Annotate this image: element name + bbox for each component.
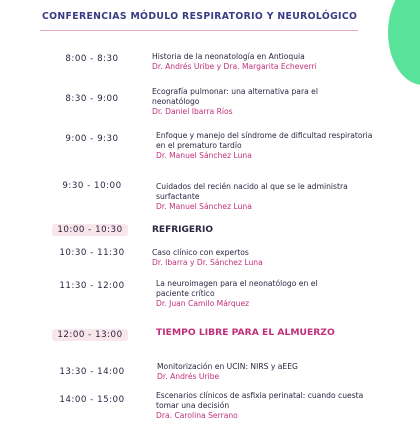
break-label: TIEMPO LIBRE PARA EL ALMUERZO [156, 327, 335, 338]
talk-speaker: Dr. Ibarra y Dr. Sánchez Luna [152, 258, 263, 267]
time-slot: 10:30 - 11:30 [59, 248, 125, 258]
title-divider [40, 30, 358, 31]
talk-title: Enfoque y manejo del síndrome de dificultad respiratoria en el prematuro tardío [156, 131, 373, 150]
talk-title: Escenarios clínicos de asfixia perinatal: cuando cuesta tomar una decisión [156, 391, 364, 410]
talk-title: Ecografía pulmonar: una alternativa para el neonatólogo [152, 87, 318, 106]
talk-speaker: Dr. Manuel Sánchez Luna [156, 151, 252, 160]
time-slot: 8:30 - 9:00 [65, 94, 119, 104]
decorative-green-blob [388, 0, 420, 85]
talk-title: Monitorización en UCIN: NIRS y aEEG [157, 362, 298, 371]
talk-speaker: Dr. Juan Camilo Márquez [156, 299, 250, 308]
talk-speaker: Dr. Daniel Ibarra Ríos [152, 107, 233, 116]
talk-title: Cuidados del recién nacido al que se le administra surfactante [156, 182, 348, 201]
talk-title: Caso clínico con expertos [152, 248, 249, 257]
time-slot: 11:30 - 12:00 [59, 281, 125, 291]
break-time-slot: 10:00 - 10:30 [52, 224, 128, 236]
break-time-slot: 12:00 - 13:00 [52, 329, 128, 341]
time-slot: 9:00 - 9:30 [65, 134, 119, 144]
talk-speaker: Dra. Carolina Serrano [156, 411, 238, 420]
talk-item [152, 87, 342, 117]
talk-speaker: Dr. Manuel Sánchez Luna [156, 202, 252, 211]
time-slot: 13:30 - 14:00 [59, 367, 125, 377]
talk-item [156, 131, 376, 161]
talk-item [152, 52, 377, 72]
talk-item [157, 362, 382, 382]
talk-item [156, 391, 371, 421]
talk-speaker: Dr. Andrés Uribe [157, 372, 220, 381]
break-label: REFRIGERIO [152, 225, 213, 235]
page-title: CONFERENCIAS MÓDULO RESPIRATORIO Y NEUROLÓGICO [42, 11, 358, 22]
talk-item [152, 248, 377, 268]
talk-title: La neuroimagen para el neonatólogo en el paciente crítico [156, 279, 318, 298]
talk-item [156, 279, 346, 309]
talk-item [156, 182, 376, 212]
time-slot: 14:00 - 15:00 [59, 395, 125, 405]
talk-speaker: Dr. Andrés Uribe y Dra. Margarita Echeverri [152, 62, 317, 71]
time-slot: 9:30 - 10:00 [62, 181, 122, 191]
time-slot: 8:00 - 8:30 [65, 54, 119, 64]
talk-title: Historia de la neonatología en Antioquia [152, 52, 305, 61]
